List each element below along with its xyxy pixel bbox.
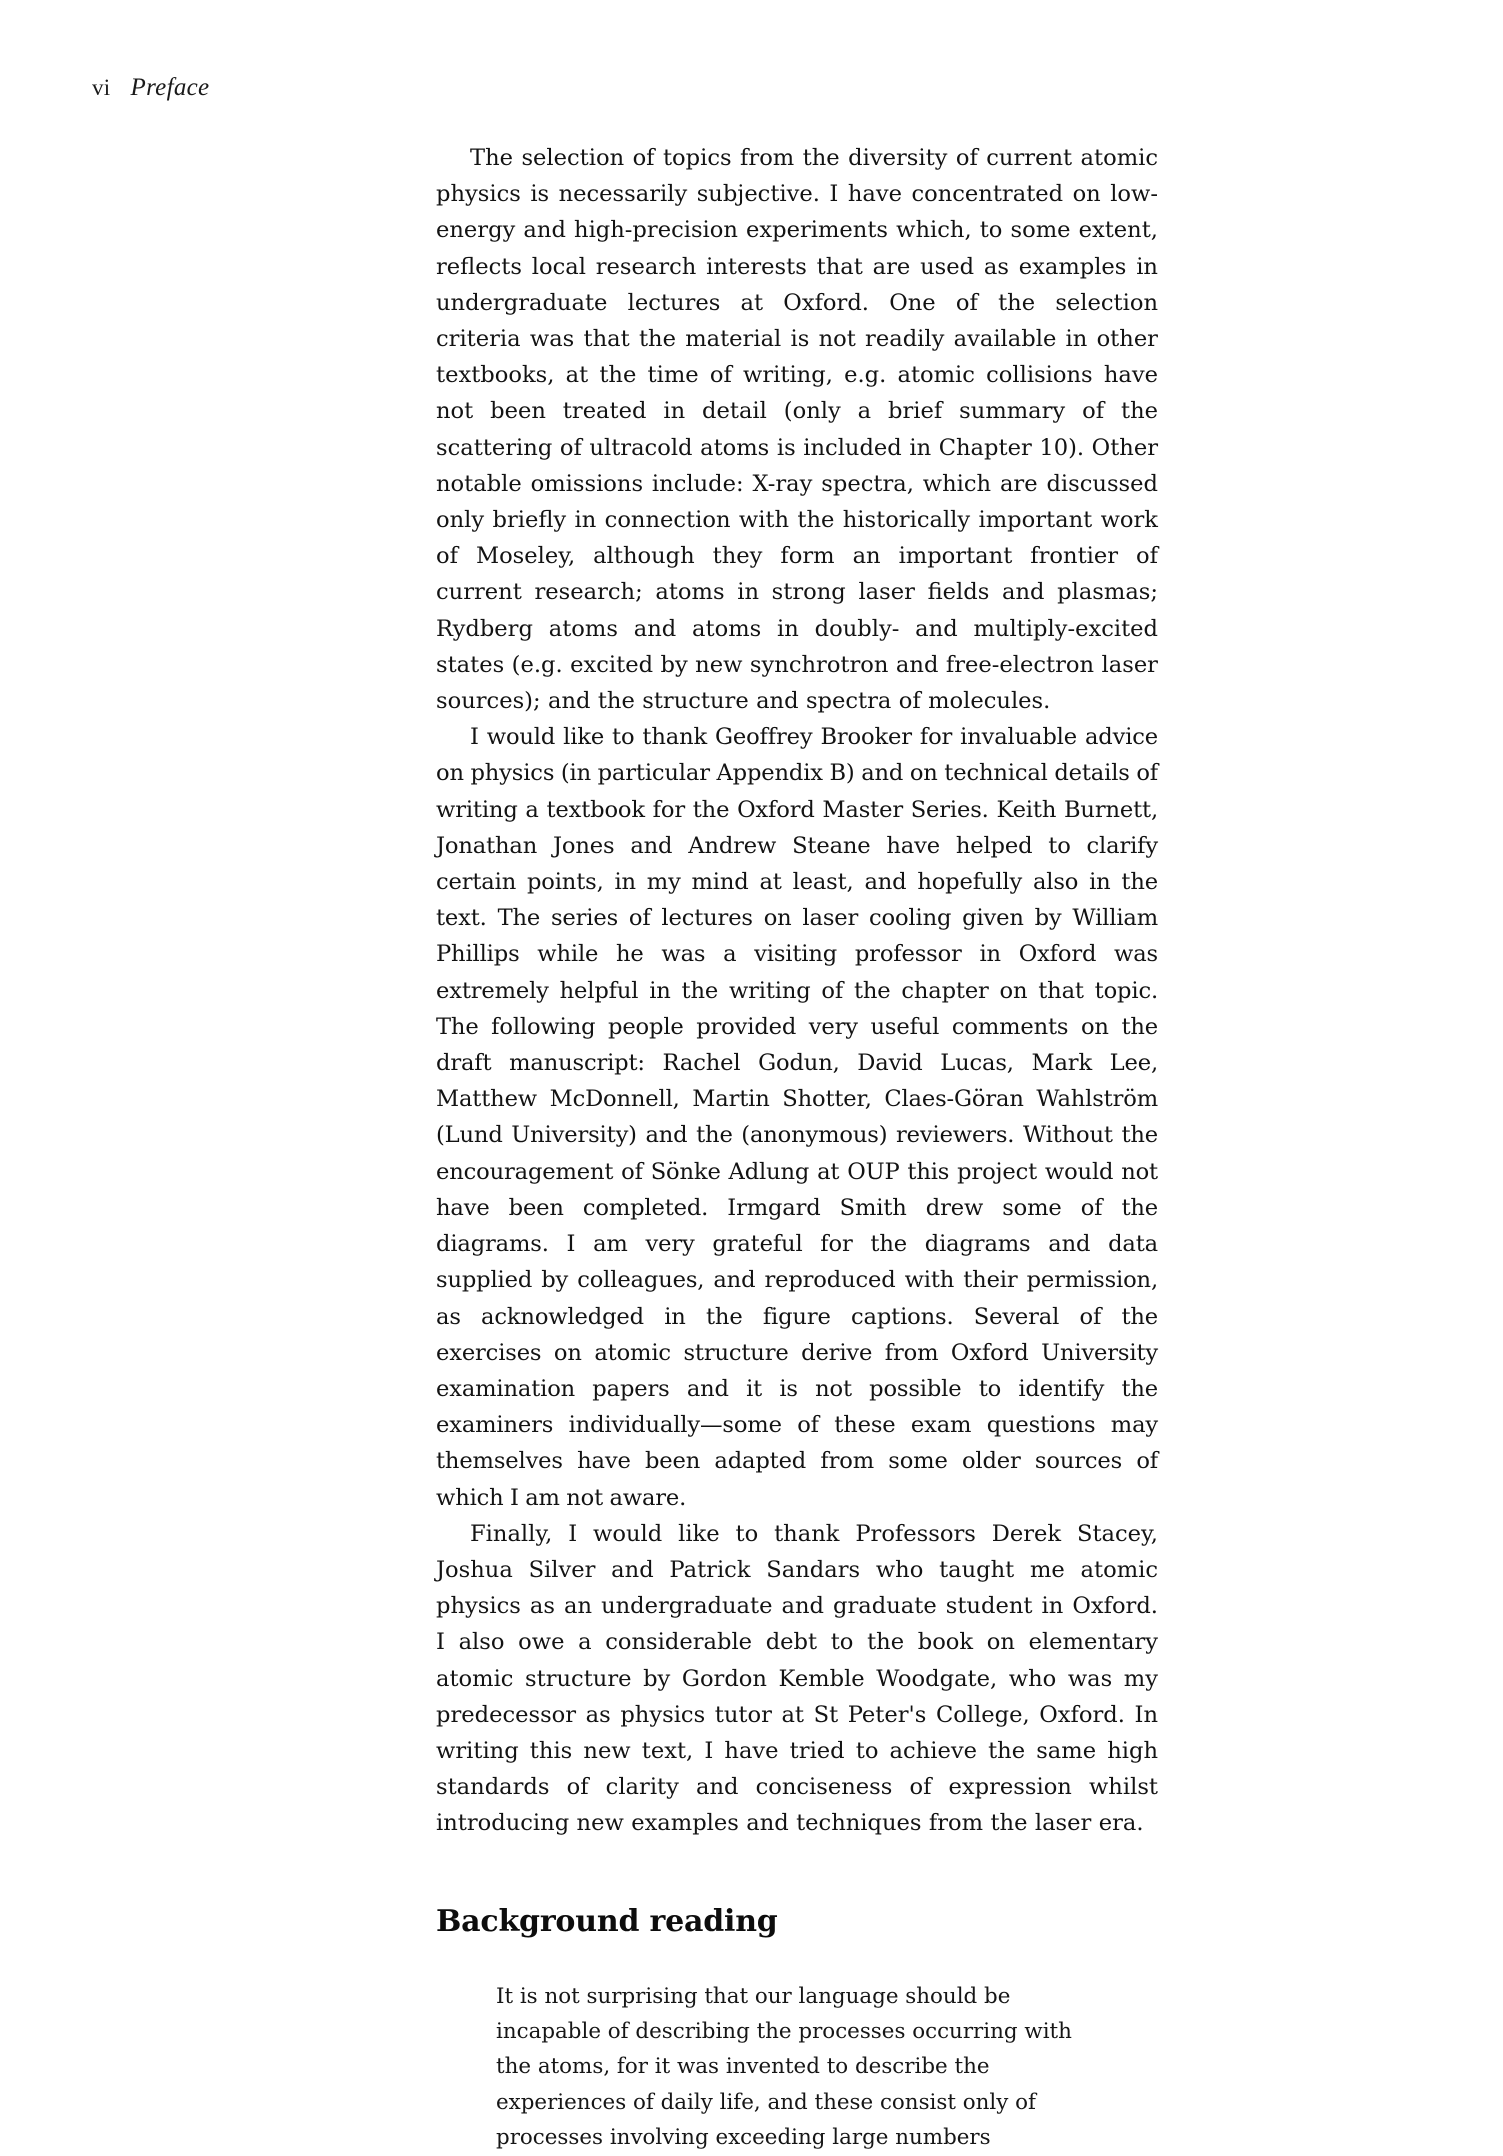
page-number: vi xyxy=(92,75,111,100)
section-heading-background-reading: Background reading xyxy=(436,1903,778,1939)
text-column xyxy=(436,140,1158,2156)
body-paragraph-2: I would like to thank Geoffrey Brooker for invaluable advice on physics (in particular Appendix B) and on technical details of writing a textbook for the Oxford Master Series. Keith Burnett, Jonathan Jones and Andrew Steane have helped to clarify certain points, in my mind at least, and hopefully also in the text. The series of lectures on laser cooling given by William Phillips while he was a visiting professor in Oxford was extremely helpful in the writing of the chapter on that topic. The following people provided very useful comments on the draft manuscript: Rachel Godun, David Lucas, Mark Lee, Matthew McDonnell, Martin Shotter, Claes-Göran Wahlström (Lund University) and the (anonymous) reviewers. Without the encouragement of Sönke Adlung at OUP this project would not have been completed. Irmgard Smith drew some of the diagrams. I am very grateful for the diagrams and data supplied by colleagues, and reproduced with their permission, as acknowledged in the figure captions. Several of the exercises on atomic structure derive from Oxford University examination papers and it is not possible to identify the examiners individually—some of these exam questions may themselves have been adapted from some older sources of which I am not aware. xyxy=(436,724,1158,1511)
running-head-title: Preface xyxy=(130,74,210,101)
running-head xyxy=(92,74,209,102)
block-quote: It is not surprising that our language should be incapable of describing the processes occurring with the atoms, for it was invented to describe the experiences of daily life, and these consist only of processes involving exceeding large numbers xyxy=(496,1983,1072,2151)
heading-spacer-bottom xyxy=(436,1939,1158,1979)
body-paragraph-3: Finally, I would like to thank Professors Derek Stacey, Joshua Silver and Patrick Sandars who taught me atomic physics as an undergraduate and graduate student in Oxford. I also owe a considerable debt to the book on elementary atomic structure by Gordon Kemble Woodgate, who was my predecessor as physics tutor at St Peter's College, Oxford. In writing this new text, I have tried to achieve the same high standards of clarity and conciseness of expression whilst introducing new examples and techniques from the laser era. xyxy=(436,1520,1158,1837)
body-paragraph-1: The selection of topics from the diversity of current atomic physics is necessarily subjective. I have concentrated on low-energy and high-precision experiments which, to some extent, reflects local research interests that are used as examples in undergraduate lectures at Oxford. One of the selection criteria was that the material is not readily available in other textbooks, at the time of writing, e.g. atomic collisions have not been treated in detail (only a brief summary of the scattering of ultracold atoms is included in Chapter 10). Other notable omissions include: X-ray spectra, which are discussed only briefly in connection with the historically important work of Moseley, although they form an important frontier of current research; atoms in strong laser fields and plasmas; Rydberg atoms and atoms in doubly- and multiply-excited states (e.g. excited by new synchrotron and free-electron laser sources); and the structure and spectra of molecules. xyxy=(436,145,1158,715)
heading-spacer-top xyxy=(436,1842,1158,1904)
